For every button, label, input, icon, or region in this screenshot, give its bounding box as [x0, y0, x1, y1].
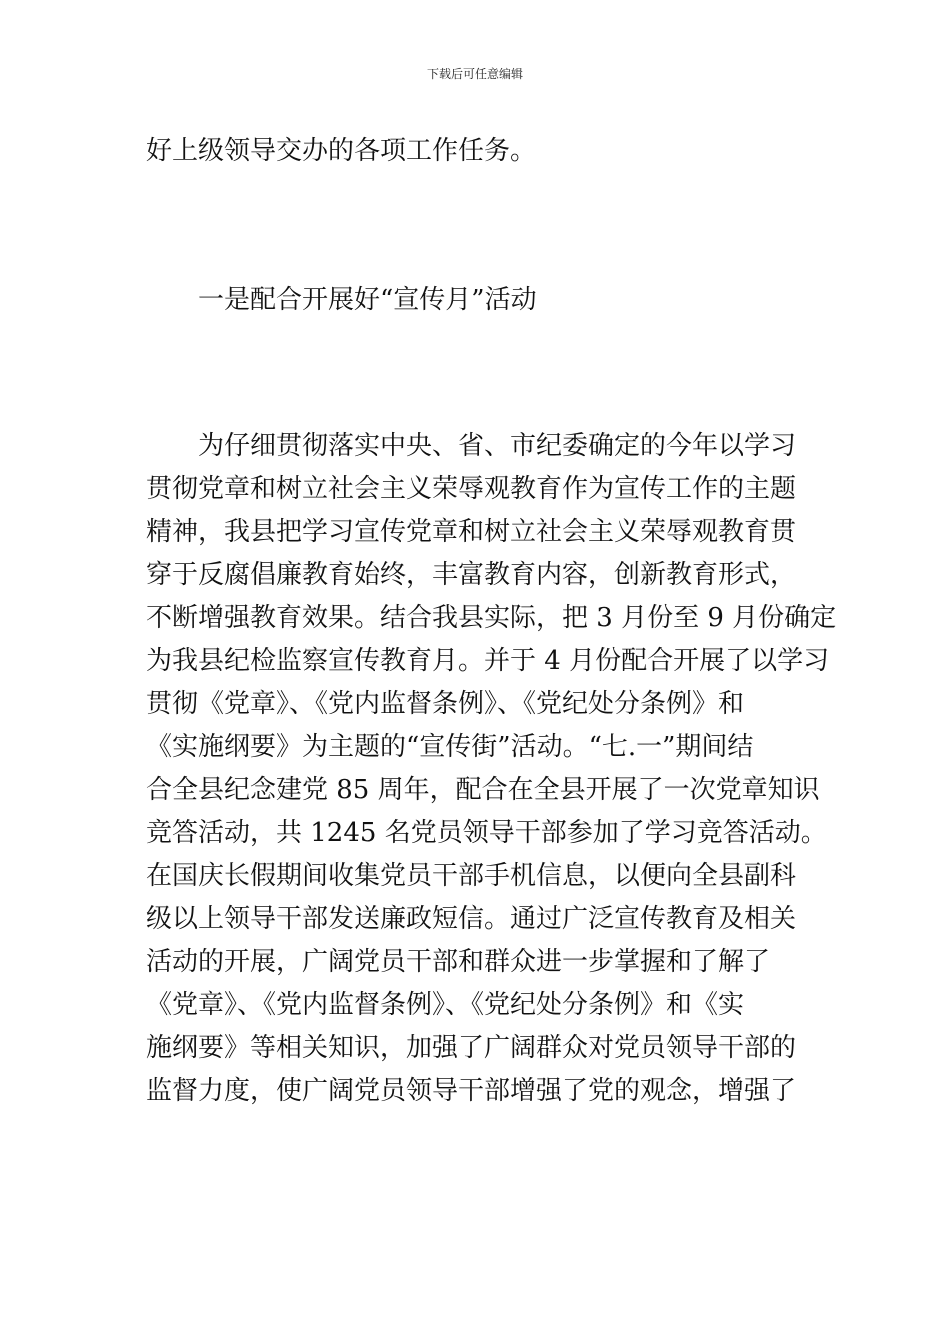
- paragraph-line: 在国庆长假期间收集党员干部手机信息，以便向全县副科: [146, 861, 797, 891]
- paragraph-line: 贯彻《党章》、《党内监督条例》、《党纪处分条例》和: [146, 689, 745, 719]
- continuation-text: [146, 130, 810, 173]
- paragraph-line: 精神，我县把学习宣传党章和树立社会主义荣辱观教育贯: [146, 517, 797, 547]
- paragraph-line: 为我县纪检监察宣传教育月。并于 4 月份配合开展了以学习: [146, 646, 830, 676]
- page-header-note: 下载后可任意编辑: [426, 67, 523, 81]
- paragraph-line: 为仔细贯彻落实中央、省、市纪委确定的今年以学习: [146, 431, 797, 461]
- paragraph-line: 活动的开展，广阔党员干部和群众进一步掌握和了解了: [146, 947, 771, 977]
- paragraph-line: 级以上领导干部发送廉政短信。通过广泛宣传教育及相关: [146, 904, 797, 934]
- paragraph-line: 监督力度，使广阔党员领导干部增强了党的观念，增强了: [146, 1076, 797, 1106]
- paragraph-line: 合全县纪念建党 85 周年，配合在全县开展了一次党章知识: [146, 775, 820, 805]
- paragraph-line: 贯彻党章和树立社会主义荣辱观教育作为宣传工作的主题: [146, 474, 797, 504]
- paragraph-line: 穿于反腐倡廉教育始终，丰富教育内容，创新教育形式，: [146, 560, 797, 590]
- paragraph-line: 《实施纲要》为主题的“宣传街”活动。“七.一”期间结: [146, 732, 754, 762]
- paragraph-line: 不断增强教育效果。结合我县实际，把 3 月份至 9 月份确定: [146, 603, 837, 633]
- section-heading: 一是配合开展好“宣传月”活动: [198, 285, 537, 315]
- paragraph-line: 竞答活动，共 1245 名党员领导干部参加了学习竞答活动。: [146, 818, 827, 848]
- paragraph-line: 《党章》、《党内监督条例》、《党纪处分条例》和《实: [146, 990, 745, 1020]
- text-line: 好上级领导交办的各项工作任务。: [146, 136, 537, 166]
- paragraph-line: 施纲要》等相关知识，加强了广阔群众对党员领导干部的: [146, 1033, 797, 1063]
- body-paragraph: [146, 425, 837, 1113]
